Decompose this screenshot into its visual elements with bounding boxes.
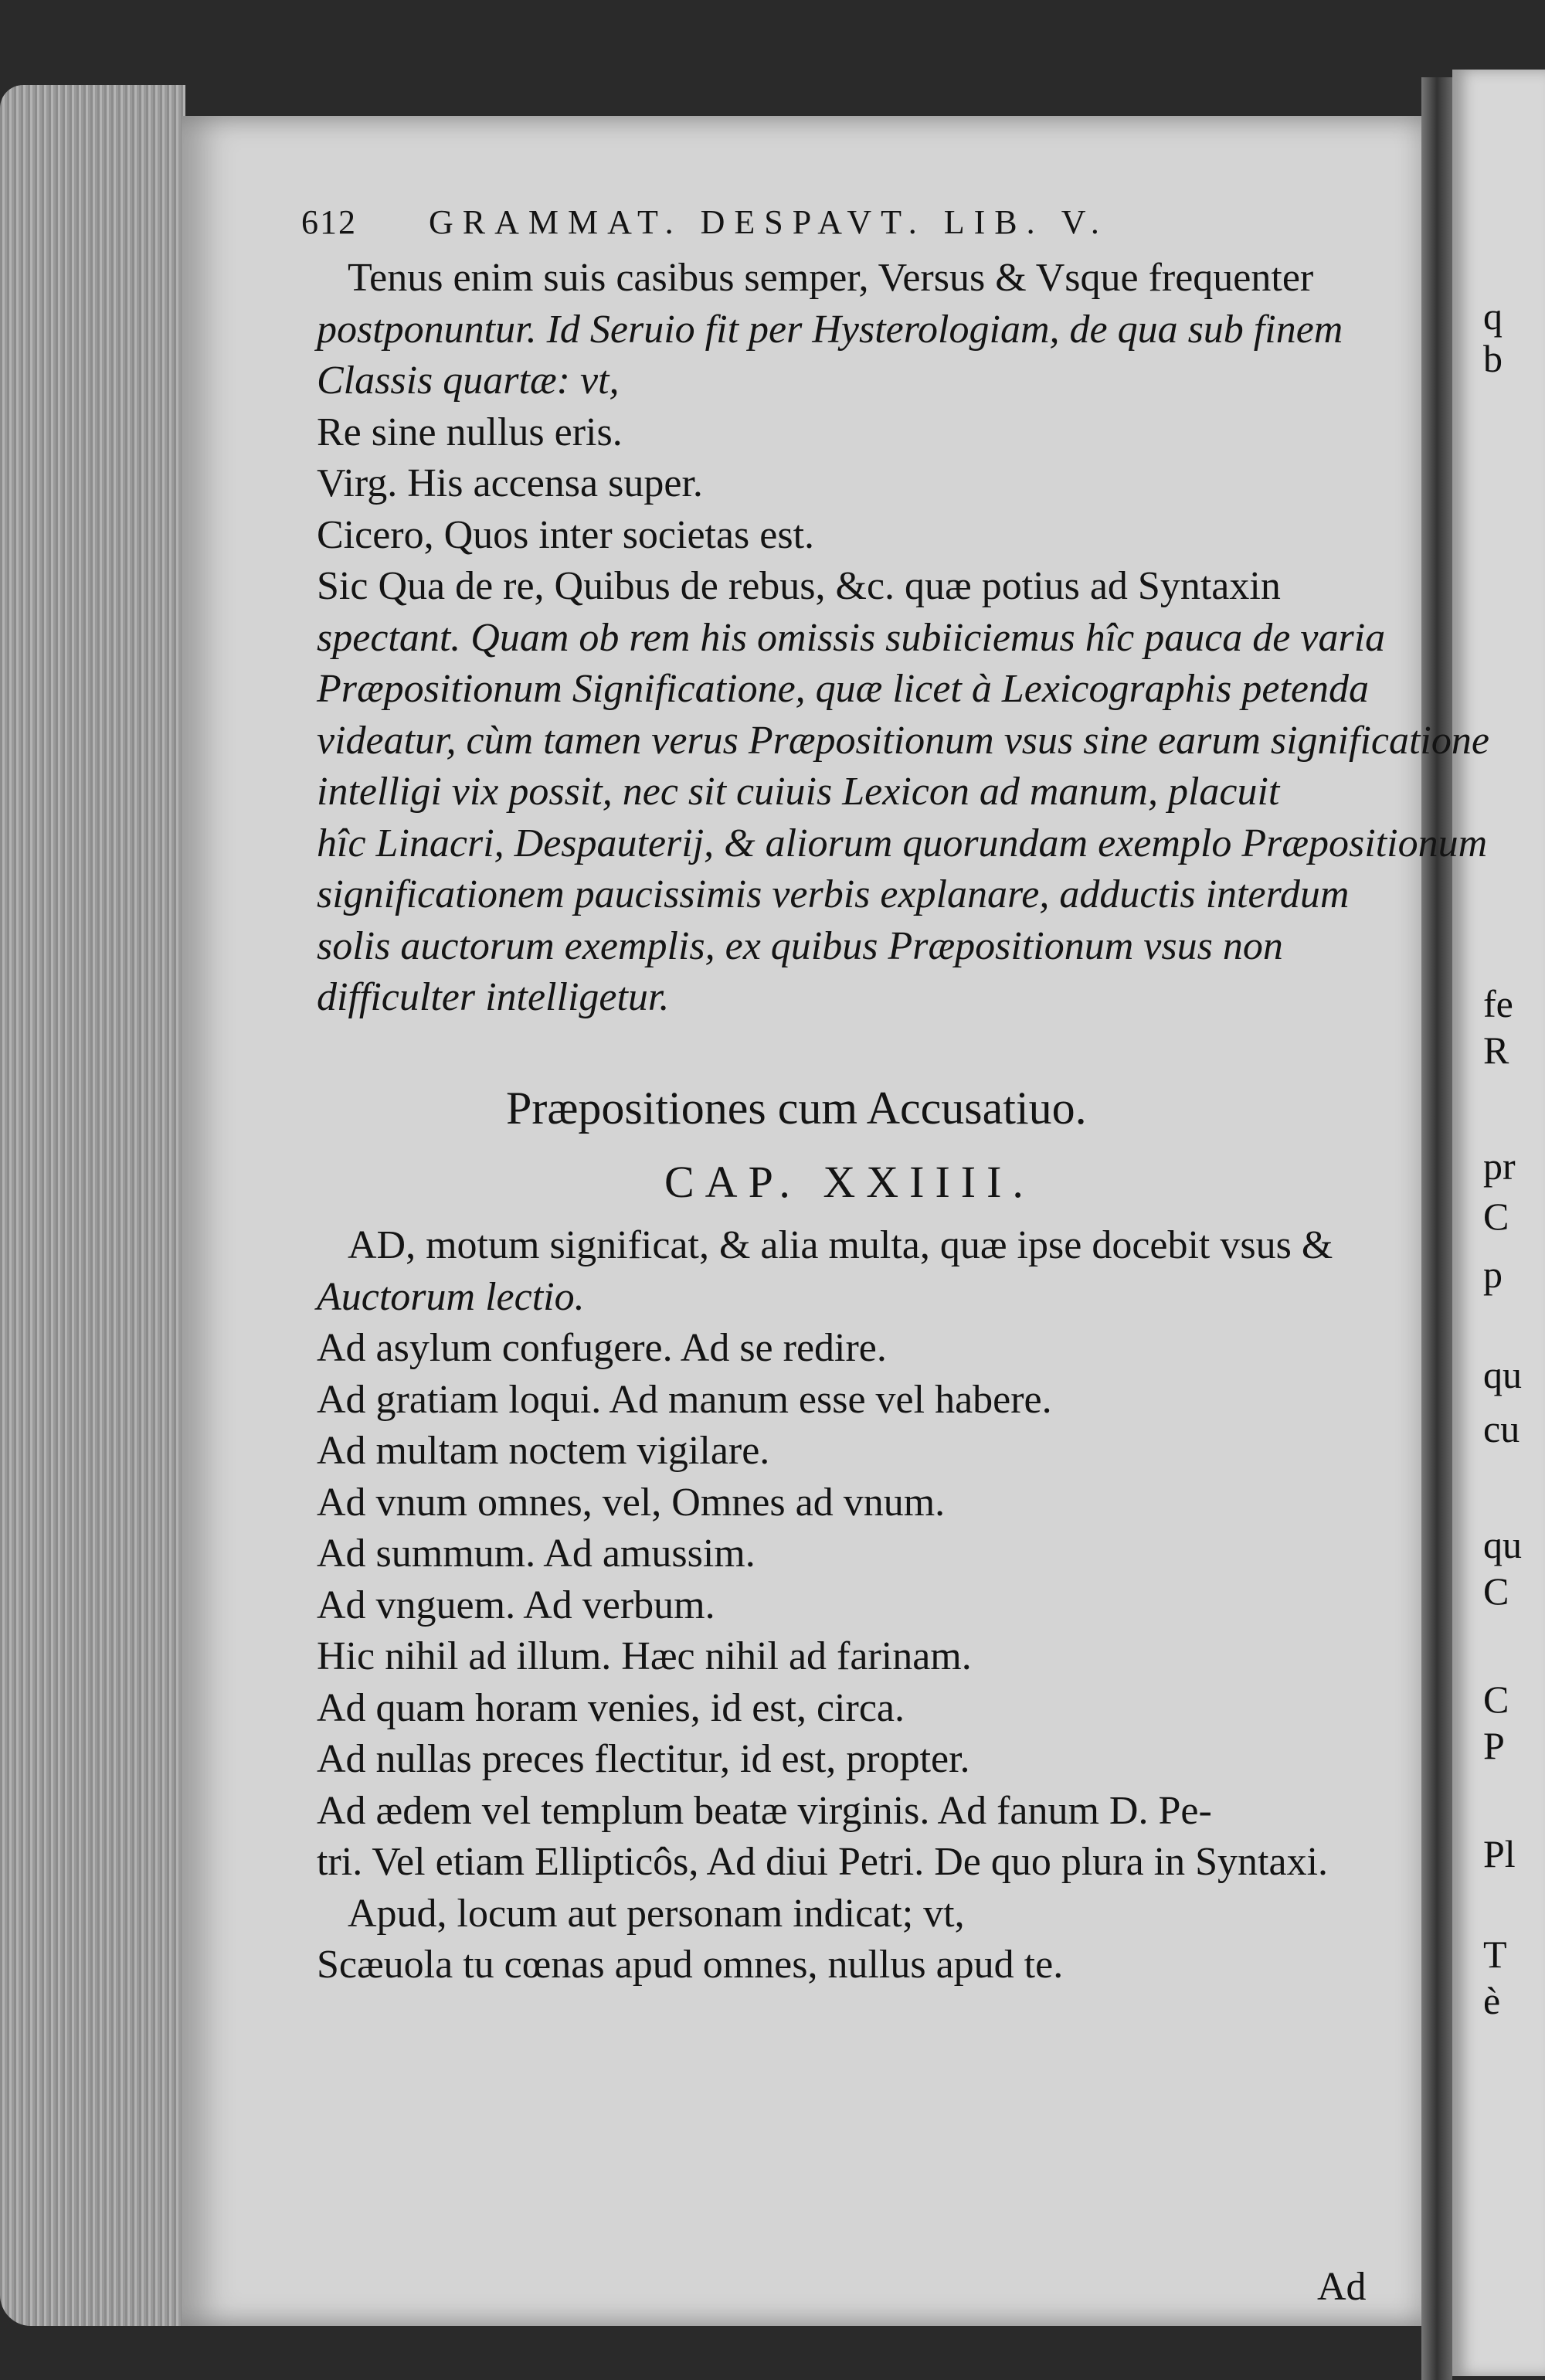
chapter-label: CAP. XXIIII. [664,1157,1034,1207]
running-header [301,202,1109,242]
book-page-edges [0,85,185,2326]
text-line: Ad quam horam venies, id est, circa. [317,1685,905,1730]
facing-fragment: b [1483,337,1503,380]
facing-fragment: C [1483,1569,1509,1613]
text-line: solis auctorum exemplis, ex quibus Præpositionum vsus non [317,923,1283,968]
facing-fragment: cu [1483,1407,1520,1450]
text-line: Ad ædem vel templum beatæ virginis. Ad fanum D. Pe- [317,1788,1212,1833]
text-line: difficulter intelligetur. [317,975,670,1019]
text-line: Ad gratiam loqui. Ad manum esse vel habere. [317,1377,1052,1422]
page-number: 612 [301,203,357,241]
catchword: Ad [1317,2265,1367,2309]
running-title: GRAMMAT. DESPAVT. LIB. V. [429,203,1109,241]
facing-fragment: P [1483,1724,1505,1767]
text-line: intelligi vix possit, nec sit cuiuis Lexicon ad manum, placuit [317,770,1280,814]
text-line: Auctorum lectio. [317,1274,585,1319]
facing-fragment: C [1483,1678,1509,1721]
text-line: Præpositionum Significatione, quæ licet à Lexicographis petenda [317,667,1369,711]
text-line: videatur, cùm tamen verus Præpositionum vsus sine earum significatione [317,718,1489,763]
text-line: Apud, locum aut personam indicat; vt, [348,1891,965,1936]
text-line: Virg. His accensa super. [317,461,703,505]
text-line: Tenus enim suis casibus semper, Versus & Vsque frequenter [348,256,1314,300]
text-line: spectant. Quam ob rem his omissis subiiciemus hîc pauca de varia [317,615,1386,660]
facing-fragment: R [1483,1028,1509,1072]
text-line: Ad summum. Ad amussim. [317,1532,756,1576]
text-line: AD, motum significat, & alia multa, quæ ipse docebit vsus & [348,1223,1333,1267]
text-line: Hic nihil ad illum. Hæc nihil ad farinam. [317,1634,972,1678]
facing-fragment: fe [1483,982,1513,1025]
text-line: Classis quartæ: vt, [317,359,620,403]
text-line: Sic Qua de re, Quibus de rebus, &c. quæ potius ad Syntaxin [317,564,1281,608]
facing-fragment: C [1483,1195,1509,1238]
text-line: Ad vnum omnes, vel, Omnes ad vnum. [317,1480,946,1525]
facing-fragment: T [1483,1933,1507,1976]
facing-fragment: p [1483,1253,1503,1296]
text-line: postponuntur. Id Seruio fit per Hysterologiam, de qua sub finem [317,307,1343,352]
book-gutter [1421,77,1452,2380]
facing-page [1452,70,1545,2376]
facing-fragment: Pl [1483,1832,1516,1875]
facing-fragment: pr [1483,1144,1516,1188]
facing-fragment: qu [1483,1523,1522,1566]
facing-fragment: qu [1483,1353,1522,1396]
facing-fragment: è [1483,1979,1501,2022]
section-heading: Præpositiones cum Accusatiuo. [506,1083,1087,1134]
text-line: significationem paucissimis verbis explanare, adductis interdum [317,872,1350,916]
text-line: Cicero, Quos inter societas est. [317,512,815,557]
text-line: tri. Vel etiam Ellipticôs, Ad diui Petri. De quo plura in Syntaxi. [317,1840,1329,1884]
text-line: Re sine nullus eris. [317,410,623,454]
text-line: Ad asylum confugere. Ad se redire. [317,1326,887,1370]
text-line: Ad nullas preces flectitur, id est, propter. [317,1737,970,1781]
text-line: Ad multam noctem vigilare. [317,1429,770,1473]
facing-fragment: q [1483,294,1503,338]
text-line: Ad vnguem. Ad verbum. [317,1583,715,1627]
text-line: hîc Linacri, Despauterij, & aliorum quorundam exemplo Præpositionum [317,821,1488,865]
text-line: Scæuola tu cœnas apud omnes, nullus apud te. [317,1943,1064,1987]
